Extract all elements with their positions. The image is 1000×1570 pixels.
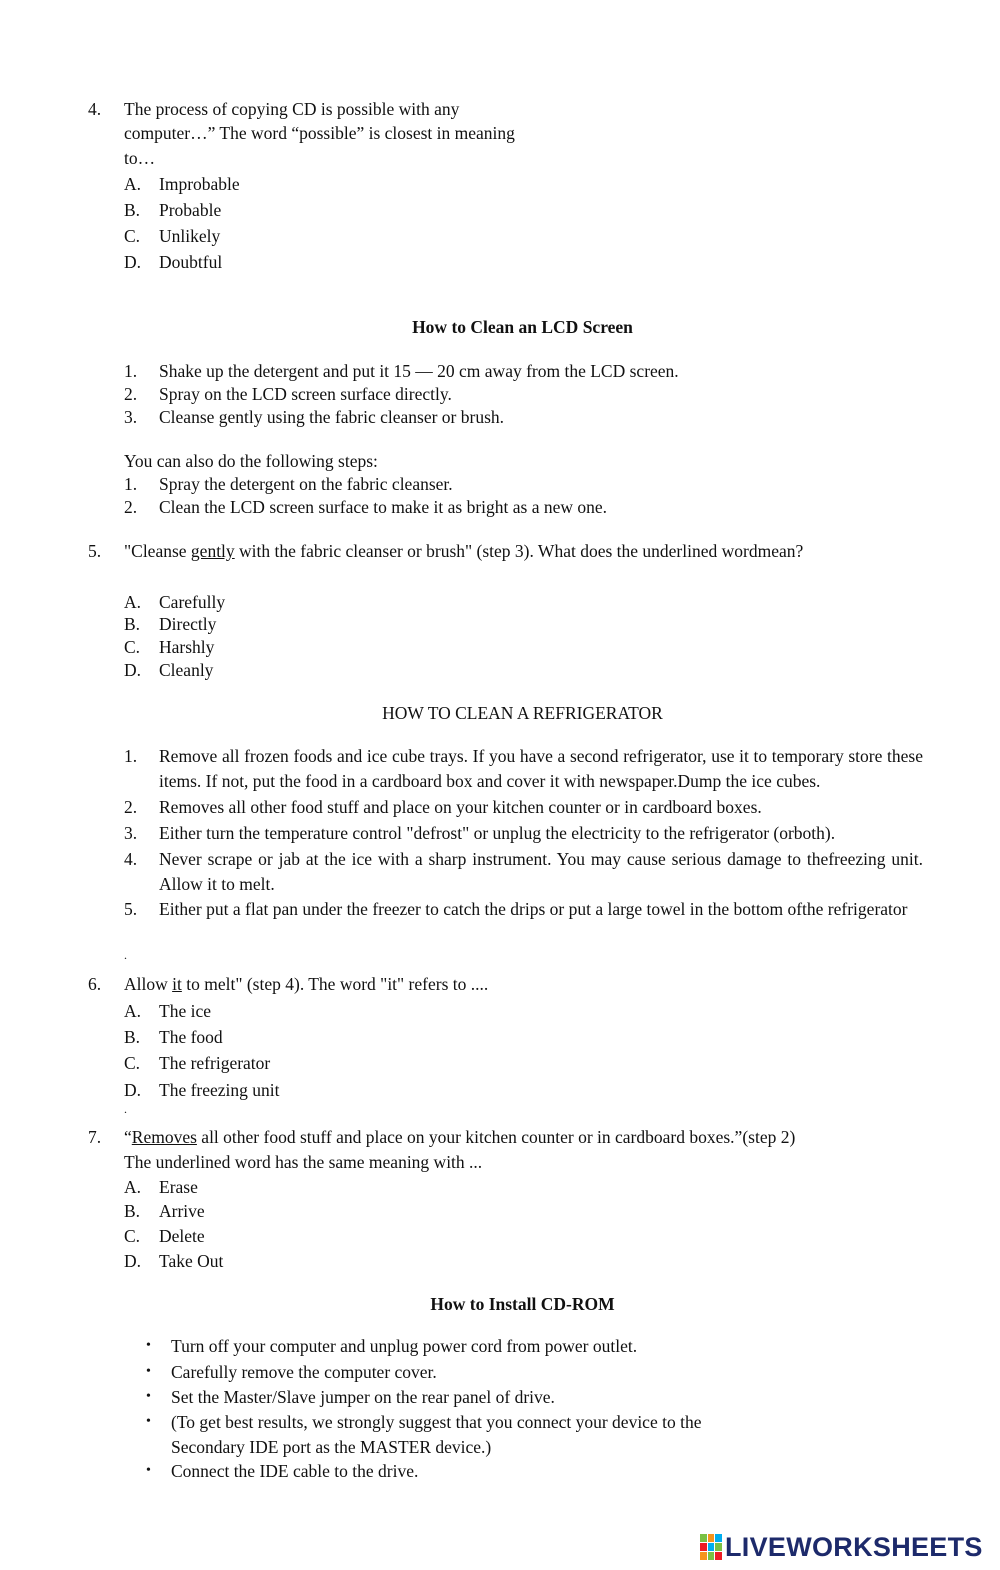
q6-option-b-letter: B. bbox=[124, 1027, 141, 1047]
q7-option-a-letter: A. bbox=[124, 1177, 142, 1197]
bullet-5: • bbox=[146, 1463, 151, 1478]
q5-option-b: Directly bbox=[159, 614, 217, 634]
fridge-step-4: Never scrape or jab at the ice with a sharp instrument. You may cause serious damage to thefreezing unit. Allow it to melt. bbox=[159, 849, 923, 894]
q6-underlined-word: it bbox=[172, 974, 182, 994]
q6-option-c: The refrigerator bbox=[159, 1053, 271, 1073]
q4-option-c-letter: C. bbox=[124, 226, 141, 246]
question-6-number: 6. bbox=[88, 974, 102, 994]
question-4-number: 4. bbox=[88, 99, 102, 119]
q4-option-b-letter: B. bbox=[124, 200, 141, 220]
q7-option-c-letter: C. bbox=[124, 1226, 141, 1246]
q7-option-b-letter: B. bbox=[124, 1201, 141, 1221]
cdrom-item-4-line-1: (To get best results, we strongly suggest that you connect your device to the bbox=[171, 1412, 702, 1432]
q6-option-a-letter: A. bbox=[124, 1001, 142, 1021]
q5-option-a: Carefully bbox=[159, 592, 226, 612]
fridge-section-title: HOW TO CLEAN A REFRIGERATOR bbox=[382, 703, 663, 723]
fridge-step-1-number: 1. bbox=[124, 746, 138, 766]
question-5-number: 5. bbox=[88, 541, 102, 561]
lcd-alt-step-1-number: 1. bbox=[124, 474, 138, 494]
cdrom-item-2: Carefully remove the computer cover. bbox=[171, 1362, 437, 1382]
fridge-step-2: Removes all other food stuff and place on your kitchen counter or in cardboard boxes. bbox=[159, 797, 762, 817]
q5-underlined-word: gently bbox=[190, 541, 235, 561]
question-5-text bbox=[124, 541, 803, 562]
cdrom-item-3: Set the Master/Slave jumper on the rear panel of drive. bbox=[171, 1387, 555, 1407]
q4-option-a: Improbable bbox=[159, 174, 240, 194]
q5-option-a-letter: A. bbox=[124, 592, 142, 612]
question-4-line-2: computer…” The word “possible” is closest in meaning bbox=[124, 123, 515, 143]
bullet-4: • bbox=[146, 1414, 151, 1429]
q6-option-b: The food bbox=[159, 1027, 223, 1047]
bullet-3: • bbox=[146, 1389, 151, 1404]
fridge-step-3-number: 3. bbox=[124, 823, 138, 843]
logo-mark-icon bbox=[700, 1534, 722, 1560]
lcd-step-3-number: 3. bbox=[124, 407, 138, 427]
q4-option-d-letter: D. bbox=[124, 252, 142, 272]
q6-text-post: to melt" (step 4). The word "it" refers to .... bbox=[181, 974, 489, 994]
q4-option-a-letter: A. bbox=[124, 174, 142, 194]
lcd-alt-step-1: Spray the detergent on the fabric cleanser. bbox=[159, 474, 453, 494]
fridge-dot: . bbox=[124, 948, 127, 962]
lcd-alt-step-2-number: 2. bbox=[124, 497, 138, 517]
question-7-line-2: The underlined word has the same meaning with ... bbox=[124, 1152, 483, 1172]
q6-option-a: The ice bbox=[159, 1001, 211, 1021]
cdrom-section-title: How to Install CD-ROM bbox=[430, 1294, 615, 1314]
cdrom-item-1: Turn off your computer and unplug power cord from power outlet. bbox=[171, 1336, 638, 1356]
fridge-step-4-number: 4. bbox=[124, 849, 138, 869]
q5-text-post: with the fabric cleanser or brush" (step 3). What does the underlined wordmean? bbox=[234, 541, 804, 561]
q7-option-d-letter: D. bbox=[124, 1251, 142, 1271]
q7-underlined-word: Removes bbox=[131, 1127, 197, 1147]
logo-wordmark: LIVEWORKSHEETS bbox=[725, 1531, 983, 1562]
q5-option-c: Harshly bbox=[159, 637, 215, 657]
fridge-step-1: Remove all frozen foods and ice cube trays. If you have a second refrigerator, use it to temporary store these items. If not, put the food in a cardboard box and cover it with newspaper.Dump the ice cubes. bbox=[159, 746, 923, 791]
cdrom-item-4-line-2: Secondary IDE port as the MASTER device.) bbox=[171, 1437, 492, 1457]
lcd-step-2: Spray on the LCD screen surface directly. bbox=[159, 384, 452, 404]
q6-text-pre: Allow bbox=[124, 974, 173, 994]
question-4-line-1: The process of copying CD is possible with any bbox=[124, 99, 460, 119]
q4-option-b: Probable bbox=[159, 200, 222, 220]
q7-text-pre: “ bbox=[124, 1127, 132, 1147]
q7-text-post: all other food stuff and place on your kitchen counter or in cardboard boxes.”(step 2) bbox=[196, 1127, 796, 1147]
lcd-section-title: How to Clean an LCD Screen bbox=[412, 317, 633, 337]
lcd-alt-step-2: Clean the LCD screen surface to make it as bright as a new one. bbox=[159, 497, 608, 517]
lcd-step-1: Shake up the detergent and put it 15 — 20 cm away from the LCD screen. bbox=[159, 361, 679, 381]
q5-option-c-letter: C. bbox=[124, 637, 141, 657]
lcd-also-text: You can also do the following steps: bbox=[124, 451, 378, 471]
lcd-step-3: Cleanse gently using the fabric cleanser or brush. bbox=[159, 407, 505, 427]
fridge-step-3: Either turn the temperature control "defrost" or unplug the electricity to the refrigerator (orboth). bbox=[159, 823, 836, 843]
q4-option-d: Doubtful bbox=[159, 252, 223, 272]
fridge-step-5-number: 5. bbox=[124, 899, 138, 919]
q4-option-c: Unlikely bbox=[159, 226, 221, 246]
q6-option-d: The freezing unit bbox=[159, 1080, 280, 1100]
q6-dot: . bbox=[124, 1102, 127, 1116]
bullet-1: • bbox=[146, 1338, 151, 1353]
bullet-2: • bbox=[146, 1364, 151, 1379]
q5-text-pre: "Cleanse bbox=[124, 541, 191, 561]
q7-option-d: Take Out bbox=[159, 1251, 224, 1271]
q7-option-a: Erase bbox=[159, 1177, 198, 1197]
question-6-text bbox=[124, 974, 488, 995]
lcd-step-1-number: 1. bbox=[124, 361, 138, 381]
q6-option-d-letter: D. bbox=[124, 1080, 142, 1100]
q6-option-c-letter: C. bbox=[124, 1053, 141, 1073]
liveworksheets-logo bbox=[700, 1533, 983, 1561]
cdrom-item-5: Connect the IDE cable to the drive. bbox=[171, 1461, 419, 1481]
fridge-step-2-number: 2. bbox=[124, 797, 138, 817]
q5-option-d: Cleanly bbox=[159, 660, 214, 680]
question-4-line-3: to… bbox=[124, 148, 156, 168]
q5-option-d-letter: D. bbox=[124, 660, 142, 680]
q5-option-b-letter: B. bbox=[124, 614, 141, 634]
lcd-step-2-number: 2. bbox=[124, 384, 138, 404]
question-7-number: 7. bbox=[88, 1127, 102, 1147]
question-7-text bbox=[124, 1127, 795, 1148]
q7-option-b: Arrive bbox=[159, 1201, 205, 1221]
q7-option-c: Delete bbox=[159, 1226, 205, 1246]
fridge-step-5: Either put a flat pan under the freezer to catch the drips or put a large towel in the bottom ofthe refrigerator bbox=[159, 899, 908, 919]
